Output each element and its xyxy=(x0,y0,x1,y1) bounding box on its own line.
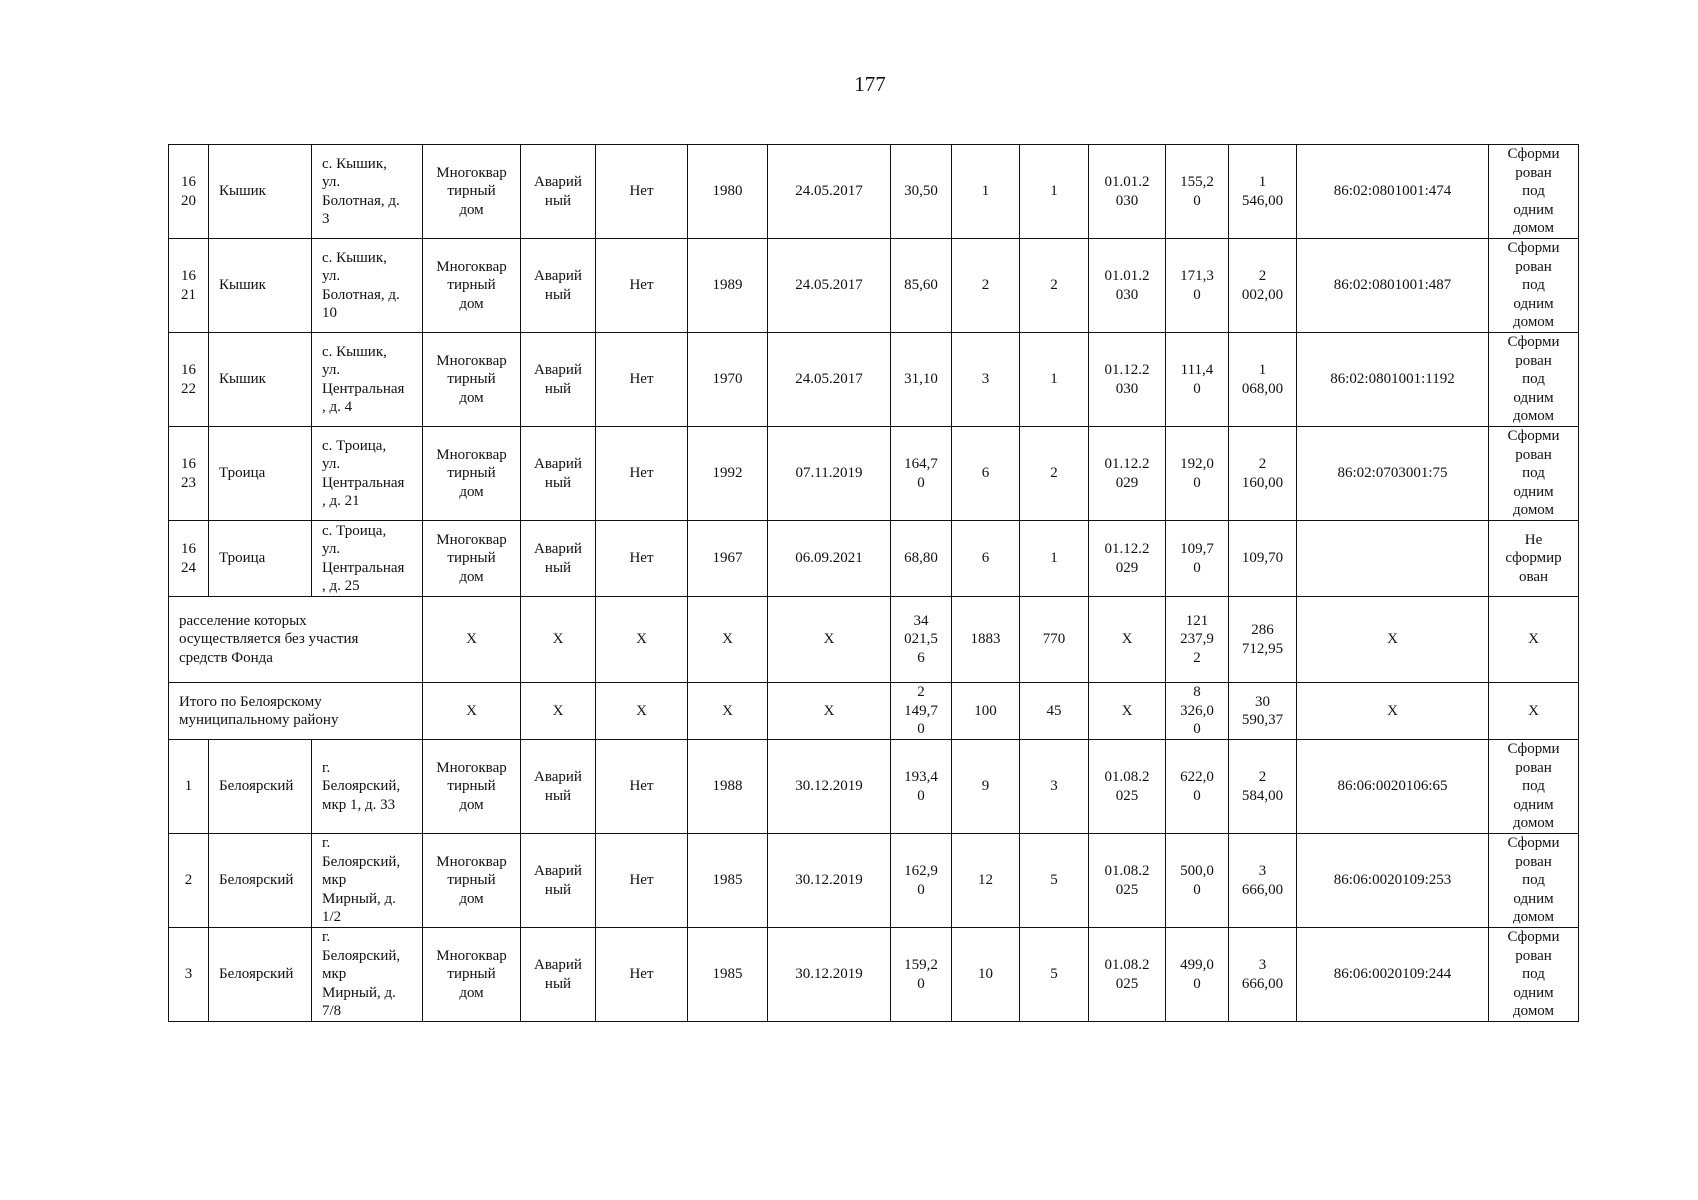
status-cell: Аварий ный xyxy=(521,333,596,427)
land-status-cell: Не сформир ован xyxy=(1489,521,1579,597)
cadastral-cell: 86:02:0703001:75 xyxy=(1297,427,1489,521)
year-cell: 1989 xyxy=(688,239,768,333)
house-type-cell: Многоквар тирный дом xyxy=(423,834,521,928)
deadline-cell: 01.08.2 025 xyxy=(1089,740,1166,834)
row-number-cell: 16 20 xyxy=(169,145,209,239)
address-cell: с. Кышик, ул. Болотная, д. 3 xyxy=(312,145,423,239)
area-cell: 85,60 xyxy=(891,239,952,333)
flag-cell: Нет xyxy=(596,740,688,834)
date-cell: 24.05.2017 xyxy=(768,239,891,333)
date-cell: 30.12.2019 xyxy=(768,928,891,1022)
cadastral-cell xyxy=(1297,521,1489,597)
area2-cell: 155,2 0 xyxy=(1166,145,1229,239)
settlement-cell: Троица xyxy=(209,427,312,521)
year-cell: 1980 xyxy=(688,145,768,239)
count2-cell: 1 xyxy=(1020,521,1089,597)
summary-cell: X xyxy=(1089,597,1166,683)
table-row xyxy=(169,427,1579,521)
area-cell: 164,7 0 xyxy=(891,427,952,521)
housing-table xyxy=(168,144,1579,1022)
status-cell: Аварий ный xyxy=(521,740,596,834)
address-cell: г. Белоярский, мкр Мирный, д. 1/2 xyxy=(312,834,423,928)
land-status-cell: Сформи рован под одним домом xyxy=(1489,239,1579,333)
summary-cell: 34 021,5 6 xyxy=(891,597,952,683)
land-status-cell: Сформи рован под одним домом xyxy=(1489,145,1579,239)
area-cell: 162,9 0 xyxy=(891,834,952,928)
area2-cell: 500,0 0 xyxy=(1166,834,1229,928)
house-type-cell: Многоквар тирный дом xyxy=(423,333,521,427)
house-type-cell: Многоквар тирный дом xyxy=(423,145,521,239)
address-cell: с. Кышик, ул. Болотная, д. 10 xyxy=(312,239,423,333)
land-status-cell: Сформи рован под одним домом xyxy=(1489,740,1579,834)
summary-cell: 1883 xyxy=(952,597,1020,683)
summary-cell: X xyxy=(521,683,596,740)
deadline-cell: 01.08.2 025 xyxy=(1089,834,1166,928)
deadline-cell: 01.12.2 029 xyxy=(1089,521,1166,597)
address-cell: с. Кышик, ул. Центральная , д. 4 xyxy=(312,333,423,427)
cadastral-cell: 86:06:0020106:65 xyxy=(1297,740,1489,834)
status-cell: Аварий ный xyxy=(521,521,596,597)
area-cell: 68,80 xyxy=(891,521,952,597)
count2-cell: 3 xyxy=(1020,740,1089,834)
summary-cell: 8 326,0 0 xyxy=(1166,683,1229,740)
amount-cell: 1 068,00 xyxy=(1229,333,1297,427)
settlement-cell: Кышик xyxy=(209,239,312,333)
count1-cell: 1 xyxy=(952,145,1020,239)
flag-cell: Нет xyxy=(596,834,688,928)
area-cell: 159,2 0 xyxy=(891,928,952,1022)
date-cell: 30.12.2019 xyxy=(768,834,891,928)
area2-cell: 192,0 0 xyxy=(1166,427,1229,521)
summary-label: Итого по Белоярскому муниципальному району xyxy=(169,683,423,740)
area-cell: 193,4 0 xyxy=(891,740,952,834)
count2-cell: 2 xyxy=(1020,239,1089,333)
date-cell: 24.05.2017 xyxy=(768,145,891,239)
area-cell: 31,10 xyxy=(891,333,952,427)
summary-cell: X xyxy=(688,683,768,740)
area2-cell: 109,7 0 xyxy=(1166,521,1229,597)
summary-cell: X xyxy=(1297,683,1489,740)
summary-cell: X xyxy=(521,597,596,683)
year-cell: 1988 xyxy=(688,740,768,834)
row-number-cell: 16 24 xyxy=(169,521,209,597)
year-cell: 1970 xyxy=(688,333,768,427)
house-type-cell: Многоквар тирный дом xyxy=(423,521,521,597)
settlement-cell: Кышик xyxy=(209,145,312,239)
count2-cell: 1 xyxy=(1020,333,1089,427)
row-number-cell: 3 xyxy=(169,928,209,1022)
row-number-cell: 16 23 xyxy=(169,427,209,521)
page-number: 177 xyxy=(854,72,886,96)
area-cell: 30,50 xyxy=(891,145,952,239)
summary-cell: X xyxy=(1089,683,1166,740)
house-type-cell: Многоквар тирный дом xyxy=(423,239,521,333)
summary-cell: X xyxy=(1489,683,1579,740)
summary-label: расселение которых осуществляется без участия средств Фонда xyxy=(169,597,423,683)
flag-cell: Нет xyxy=(596,145,688,239)
year-cell: 1992 xyxy=(688,427,768,521)
count1-cell: 10 xyxy=(952,928,1020,1022)
area2-cell: 111,4 0 xyxy=(1166,333,1229,427)
land-status-cell: Сформи рован под одним домом xyxy=(1489,834,1579,928)
settlement-cell: Троица xyxy=(209,521,312,597)
land-status-cell: Сформи рован под одним домом xyxy=(1489,928,1579,1022)
area2-cell: 499,0 0 xyxy=(1166,928,1229,1022)
table-row xyxy=(169,333,1579,427)
year-cell: 1985 xyxy=(688,928,768,1022)
year-cell: 1985 xyxy=(688,834,768,928)
flag-cell: Нет xyxy=(596,239,688,333)
count1-cell: 9 xyxy=(952,740,1020,834)
year-cell: 1967 xyxy=(688,521,768,597)
summary-cell: 100 xyxy=(952,683,1020,740)
summary-cell: 286 712,95 xyxy=(1229,597,1297,683)
cadastral-cell: 86:06:0020109:244 xyxy=(1297,928,1489,1022)
status-cell: Аварий ный xyxy=(521,928,596,1022)
status-cell: Аварий ный xyxy=(521,427,596,521)
count2-cell: 5 xyxy=(1020,834,1089,928)
row-number-cell: 2 xyxy=(169,834,209,928)
count2-cell: 1 xyxy=(1020,145,1089,239)
summary-cell: X xyxy=(596,597,688,683)
summary-cell: X xyxy=(768,683,891,740)
flag-cell: Нет xyxy=(596,333,688,427)
amount-cell: 2 584,00 xyxy=(1229,740,1297,834)
flag-cell: Нет xyxy=(596,928,688,1022)
house-type-cell: Многоквар тирный дом xyxy=(423,427,521,521)
summary-cell: 30 590,37 xyxy=(1229,683,1297,740)
land-status-cell: Сформи рован под одним домом xyxy=(1489,333,1579,427)
count2-cell: 5 xyxy=(1020,928,1089,1022)
table-row xyxy=(169,928,1579,1022)
land-status-cell: Сформи рован под одним домом xyxy=(1489,427,1579,521)
address-cell: г. Белоярский, мкр Мирный, д. 7/8 xyxy=(312,928,423,1022)
settlement-cell: Кышик xyxy=(209,333,312,427)
row-number-cell: 1 xyxy=(169,740,209,834)
amount-cell: 109,70 xyxy=(1229,521,1297,597)
status-cell: Аварий ный xyxy=(521,239,596,333)
address-cell: г. Белоярский, мкр 1, д. 33 xyxy=(312,740,423,834)
date-cell: 30.12.2019 xyxy=(768,740,891,834)
table-row xyxy=(169,834,1579,928)
date-cell: 06.09.2021 xyxy=(768,521,891,597)
row-number-cell: 16 21 xyxy=(169,239,209,333)
count1-cell: 12 xyxy=(952,834,1020,928)
summary-cell: 121 237,9 2 xyxy=(1166,597,1229,683)
summary-cell: 770 xyxy=(1020,597,1089,683)
cadastral-cell: 86:02:0801001:487 xyxy=(1297,239,1489,333)
address-cell: с. Троица, ул. Центральная , д. 21 xyxy=(312,427,423,521)
settlement-cell: Белоярский xyxy=(209,928,312,1022)
amount-cell: 3 666,00 xyxy=(1229,834,1297,928)
table-row xyxy=(169,145,1579,239)
table-row xyxy=(169,239,1579,333)
amount-cell: 1 546,00 xyxy=(1229,145,1297,239)
summary-cell: X xyxy=(423,597,521,683)
area2-cell: 622,0 0 xyxy=(1166,740,1229,834)
table-row xyxy=(169,740,1579,834)
summary-row xyxy=(169,683,1579,740)
flag-cell: Нет xyxy=(596,521,688,597)
cadastral-cell: 86:02:0801001:474 xyxy=(1297,145,1489,239)
settlement-cell: Белоярский xyxy=(209,834,312,928)
deadline-cell: 01.12.2 029 xyxy=(1089,427,1166,521)
date-cell: 07.11.2019 xyxy=(768,427,891,521)
summary-cell: X xyxy=(688,597,768,683)
count1-cell: 3 xyxy=(952,333,1020,427)
house-type-cell: Многоквар тирный дом xyxy=(423,928,521,1022)
date-cell: 24.05.2017 xyxy=(768,333,891,427)
amount-cell: 2 160,00 xyxy=(1229,427,1297,521)
summary-cell: X xyxy=(1297,597,1489,683)
count1-cell: 6 xyxy=(952,427,1020,521)
deadline-cell: 01.01.2 030 xyxy=(1089,239,1166,333)
summary-cell: X xyxy=(423,683,521,740)
summary-cell: 45 xyxy=(1020,683,1089,740)
amount-cell: 2 002,00 xyxy=(1229,239,1297,333)
house-type-cell: Многоквар тирный дом xyxy=(423,740,521,834)
summary-cell: 2 149,7 0 xyxy=(891,683,952,740)
status-cell: Аварий ный xyxy=(521,145,596,239)
row-number-cell: 16 22 xyxy=(169,333,209,427)
address-cell: с. Троица, ул. Центральная , д. 25 xyxy=(312,521,423,597)
deadline-cell: 01.08.2 025 xyxy=(1089,928,1166,1022)
area2-cell: 171,3 0 xyxy=(1166,239,1229,333)
count1-cell: 6 xyxy=(952,521,1020,597)
count1-cell: 2 xyxy=(952,239,1020,333)
status-cell: Аварий ный xyxy=(521,834,596,928)
count2-cell: 2 xyxy=(1020,427,1089,521)
summary-cell: X xyxy=(1489,597,1579,683)
summary-row xyxy=(169,597,1579,683)
cadastral-cell: 86:06:0020109:253 xyxy=(1297,834,1489,928)
summary-cell: X xyxy=(596,683,688,740)
settlement-cell: Белоярский xyxy=(209,740,312,834)
amount-cell: 3 666,00 xyxy=(1229,928,1297,1022)
cadastral-cell: 86:02:0801001:1192 xyxy=(1297,333,1489,427)
flag-cell: Нет xyxy=(596,427,688,521)
summary-cell: X xyxy=(768,597,891,683)
deadline-cell: 01.12.2 030 xyxy=(1089,333,1166,427)
table-row xyxy=(169,521,1579,597)
deadline-cell: 01.01.2 030 xyxy=(1089,145,1166,239)
